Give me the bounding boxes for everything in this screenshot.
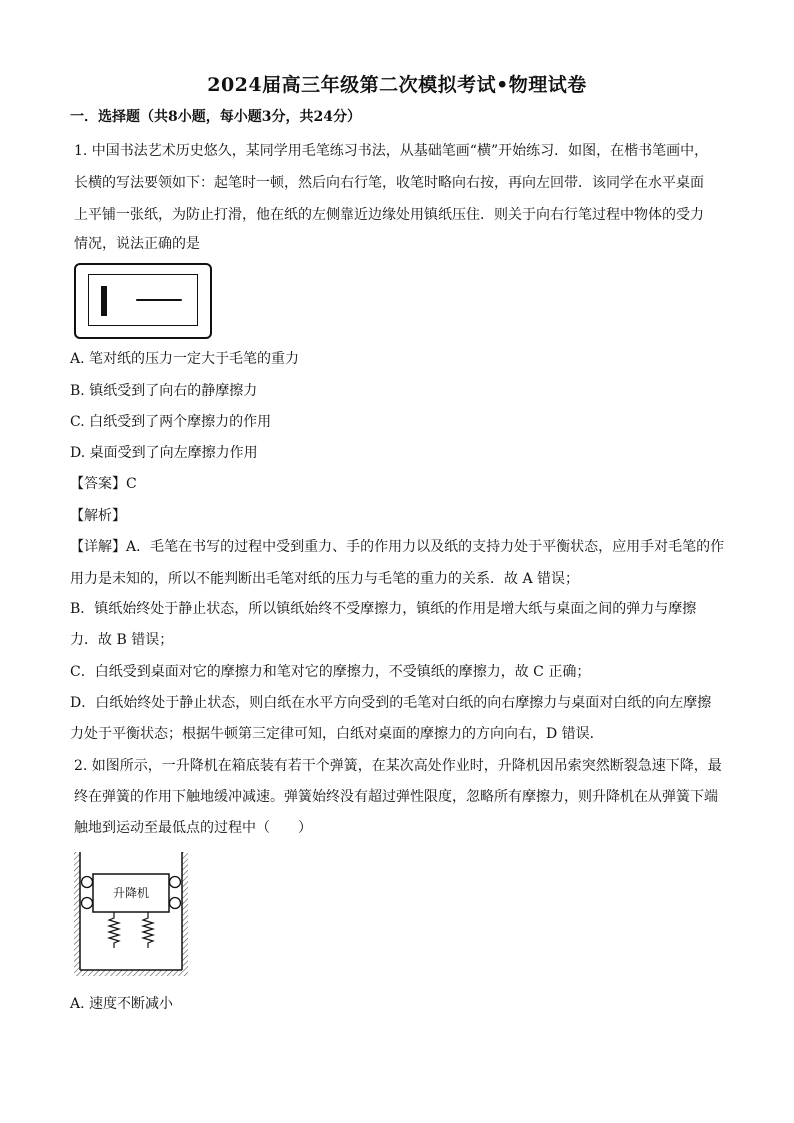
q1-stem-line: 长横的写法要领如下：起笔时一顿，然后向右行笔，收笔时略向右按，再向左回带．该同学在水平桌面 xyxy=(74,175,704,191)
elevator-label: 升降机 xyxy=(112,886,150,900)
q1-analysis-label: 【解析】 xyxy=(70,508,126,524)
q1-option-d: D. 桌面受到了向左摩擦力作用 xyxy=(70,445,258,461)
q1-analysis-line: 用力是未知的，所以不能判断出毛笔对纸的压力与毛笔的重力的关系．故 A 错误； xyxy=(70,571,580,587)
q1-analysis-line: C．白纸受到桌面对它的摩擦力和笔对它的摩擦力，不受镇纸的摩擦力，故 C 正确； xyxy=(70,664,591,680)
right-wall xyxy=(182,852,188,970)
spring-right xyxy=(143,912,153,948)
q1-stem-line: 上平铺一张纸，为防止打滑，他在纸的左侧靠近边缘处用镇纸压住．则关于向右行笔过程中物体的受力 xyxy=(74,207,704,223)
exam-title: 2024届高三年级第二次模拟考试•物理试卷 xyxy=(207,74,587,96)
q1-analysis-line: B．镇纸始终处于静止状态，所以镇纸始终不受摩擦力，镇纸的作用是增大纸与桌面之间的弹力与摩擦 xyxy=(70,601,697,617)
q1-analysis-line: 力．故 B 错误； xyxy=(70,632,174,648)
paperweight-shape xyxy=(101,286,107,316)
q1-answer: 【答案】C xyxy=(70,476,137,492)
q1-figure-paper-sheet xyxy=(88,274,198,326)
q1-stem-line: 情况，说法正确的是 xyxy=(74,236,200,252)
brush-stroke-shape xyxy=(136,299,182,301)
q2-stem-line: 2. 如图所示，一升降机在箱底装有若干个弹簧，在某次高处作业时，升降机因吊索突然断裂急速下降，最 xyxy=(74,758,722,774)
q1-stem-line: 1. 中国书法艺术历史悠久，某同学用毛笔练习书法，从基础笔画“横”开始练习．如图，在楷书笔画中， xyxy=(74,143,709,159)
q1-analysis-line: 【详解】A．毛笔在书写的过程中受到重力、手的作用力以及纸的支持力处于平衡状态，应用手对毛笔的作 xyxy=(70,539,725,555)
section-heading: 一．选择题（共8小题，每小题3分，共24分） xyxy=(70,109,361,125)
q2-stem-line: 终在弹簧的作用下触地缓冲减速。弹簧始终没有超过弹性限度，忽略所有摩擦力，则升降机在从弹簧下端 xyxy=(74,789,718,805)
q1-analysis-line: 力处于平衡状态；根据牛顿第三定律可知，白纸对桌面的摩擦力的方向向右，D 错误． xyxy=(70,726,604,742)
q2-option-a: A. 速度不断减小 xyxy=(70,996,174,1012)
spring-left xyxy=(109,912,119,948)
q1-option-a: A. 笔对纸的压力一定大于毛笔的重力 xyxy=(70,351,300,367)
q2-stem-line: 触地到运动至最低点的过程中（ ） xyxy=(74,820,312,836)
q2-elevator-figure xyxy=(72,850,194,980)
q1-option-c: C. 白纸受到了两个摩擦力的作用 xyxy=(70,414,272,430)
left-wall xyxy=(74,852,80,970)
q1-analysis-line: D．白纸始终处于静止状态，则白纸在水平方向受到的毛笔对白纸的向右摩擦力与桌面对白纸的向左摩擦 xyxy=(70,695,712,711)
floor xyxy=(74,970,188,976)
q1-figure-paper xyxy=(74,263,212,339)
q1-option-b: B. 镇纸受到了向右的静摩擦力 xyxy=(70,383,258,399)
